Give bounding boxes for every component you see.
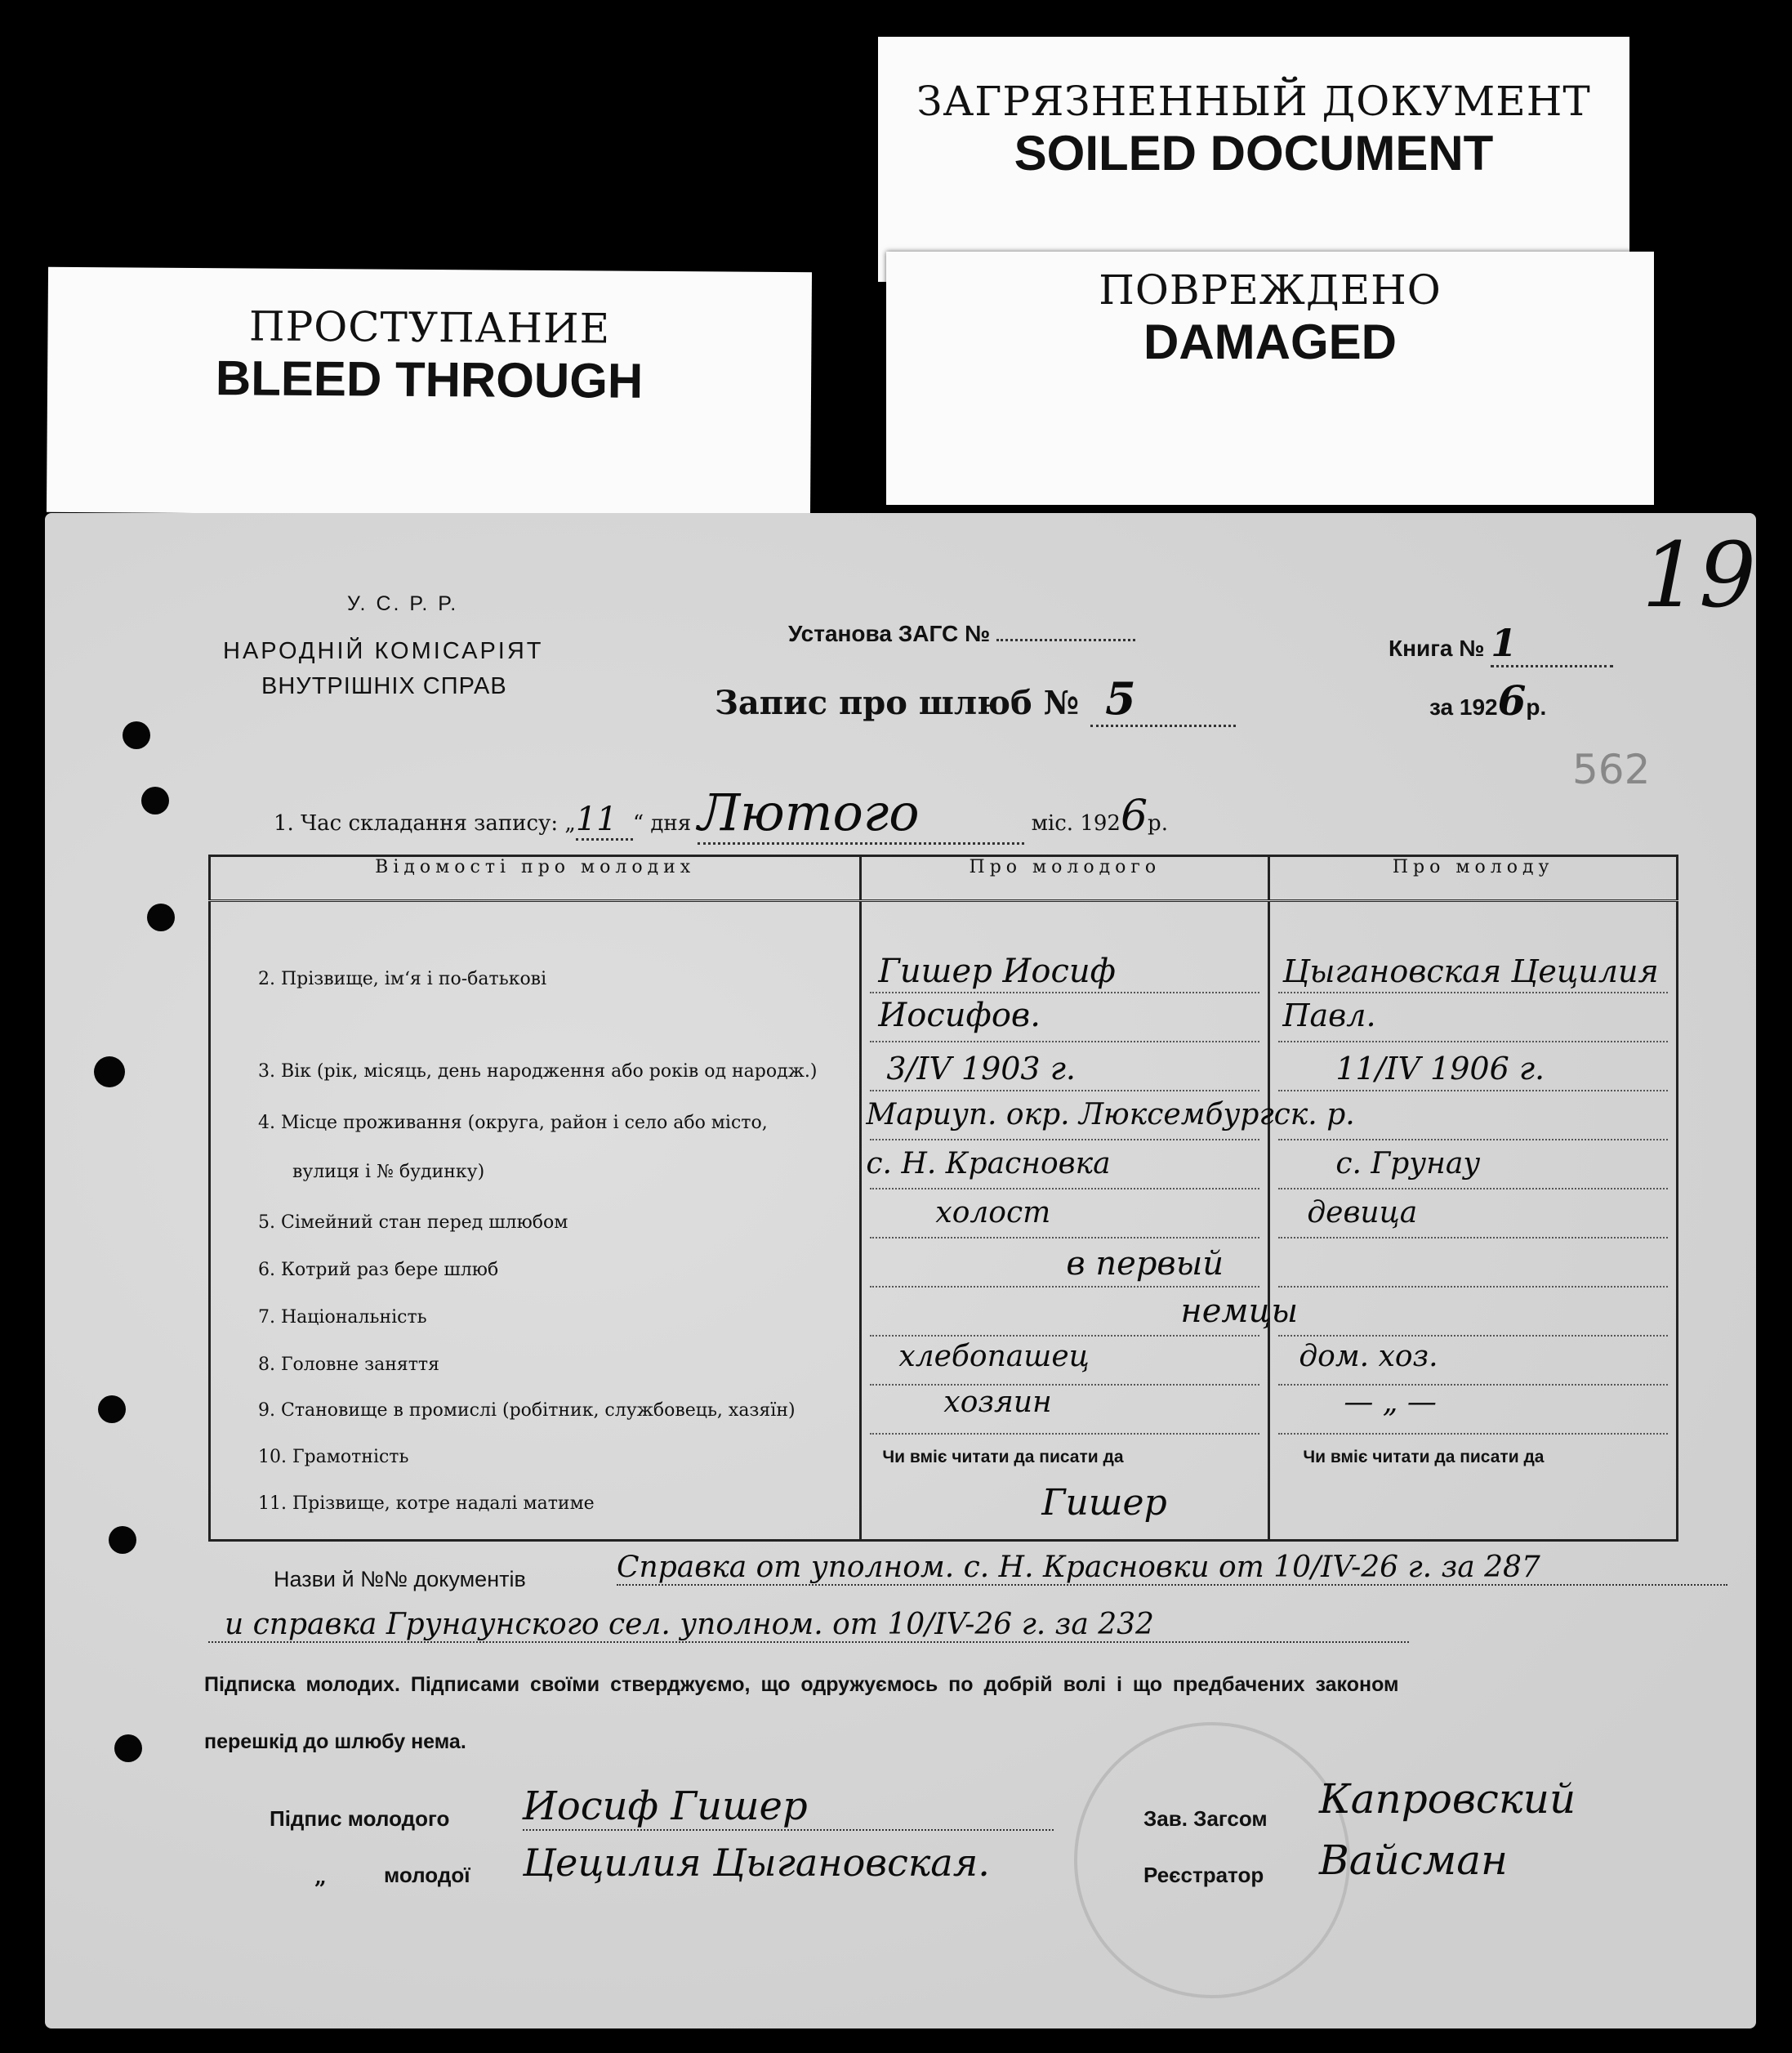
registrar-label: Реєстратор (1143, 1863, 1264, 1887)
punch-hole (147, 904, 175, 931)
bride-residence: с. Грунау (1335, 1147, 1481, 1180)
col-header-info: Відомості про молодих (210, 856, 861, 901)
documents-label: Назви й №№ документів (274, 1567, 526, 1591)
row-label: 9. Становище в промислі (робітник, службовець, хазяїн) (258, 1400, 796, 1421)
documents-line2: и справка Грунаунского сел. уполном. от 10/IV-26 г. за 232 (208, 1608, 1409, 1643)
ministry-line1: НАРОДНІЙ КОМІСАРІЯТ (223, 638, 544, 664)
documents-line1: Справка от уполном. с. Н. Красновки от 10/IV-26 г. за 287 (617, 1551, 1727, 1586)
bleed-through-flag (47, 267, 812, 518)
statement-line2: перешкід до шлюбу нема. (204, 1730, 466, 1753)
groom-occupation: хлебопашец (898, 1340, 1090, 1373)
groom-signature-label: Підпис молодого (270, 1806, 450, 1831)
table-body (210, 901, 1678, 1541)
ditto-mark: „ (314, 1865, 327, 1890)
head-label: Зав. Загсом (1143, 1806, 1268, 1831)
state-abbr: У. С. Р. Р. (347, 592, 459, 615)
punch-hole (94, 1056, 125, 1087)
marriage-count: в первый (1066, 1245, 1224, 1283)
record-title: Запис про шлюб № 5 (715, 672, 1236, 727)
bride-signature-label: молодої (384, 1863, 470, 1887)
labels-column (210, 901, 861, 1541)
flag-ru-text: ПРОСТУПАНИЕ (248, 302, 611, 353)
bride-position: — „ — (1344, 1386, 1437, 1419)
bride-column (1269, 901, 1678, 1541)
punch-hole (114, 1734, 142, 1762)
year-label: за 1926р. (1429, 676, 1547, 725)
groom-position: хозяин (943, 1386, 1052, 1419)
book-label: Книга № 1 (1389, 621, 1613, 667)
nationality: немцы (1180, 1292, 1299, 1330)
archive-number: 19 (1642, 523, 1756, 627)
record-year-digit: 6 (1120, 792, 1148, 841)
bride-status: девица (1307, 1196, 1418, 1230)
punch-hole (123, 721, 150, 749)
row-label: 7. Національність (258, 1307, 427, 1328)
groom-status: холост (935, 1196, 1051, 1230)
bride-literacy: Чи вміє читати да писати да (1303, 1448, 1545, 1466)
row-label: 8. Головне заняття (258, 1355, 439, 1375)
punch-hole (141, 787, 169, 815)
groom-residence-2: с. Н. Красновка (866, 1147, 1111, 1180)
flag-ru-text: ПОВРЕЖДЕНО (1099, 266, 1442, 314)
row-label: 6. Котрий раз бере шлюб (258, 1260, 499, 1280)
bride-birth: 11/IV 1906 г. (1335, 1051, 1545, 1087)
damaged-flag (886, 252, 1654, 505)
statement-line1: Підписка молодих. Підписами своїми стверджуємо, що одружуємось по добрій волі і що предбачених законом (204, 1673, 1399, 1696)
groom-residence-1: Мариуп. окр. Люксембургск. р. (866, 1098, 1355, 1131)
pencil-number: 562 (1572, 746, 1651, 793)
record-month: Лютого (698, 783, 1024, 845)
groom-future-surname: Гишер (1041, 1482, 1167, 1524)
row-label: 4. Місце проживання (округа, район і село або місто, (258, 1113, 768, 1133)
flag-ru-text: ЗАГРЯЗНЕННЫЙ ДОКУМЕНТ (916, 78, 1591, 125)
bride-name: Цыгановская Цецилия Павл. (1282, 953, 1659, 1033)
table-header-row (210, 856, 1678, 901)
punch-hole (109, 1526, 136, 1554)
book-number: 1 (1491, 621, 1613, 667)
date-line: 1. Час складання запису: „11 “ дня Лютого міс. 1926р. (274, 783, 1168, 845)
row-label: 2. Прізвище, ім‘я і по-батькові (258, 969, 547, 989)
groom-literacy: Чи вміє читати да писати да (882, 1448, 1124, 1466)
row-label: вулиця і № будинку) (292, 1162, 485, 1182)
col-header-bride: Про молоду (1269, 856, 1678, 901)
row-label: 3. Вік (рік, місяць, день народження або років од народж.) (258, 1061, 818, 1082)
flag-en-text: BLEED THROUGH (215, 350, 644, 408)
groom-name: Гишер Иосиф Иосифов. (878, 953, 1116, 1034)
record-day: 11 (576, 801, 633, 841)
soiled-document-flag (878, 37, 1629, 282)
row-label: 5. Сімейний стан перед шлюбом (258, 1212, 568, 1233)
ministry-line2: ВНУТРІШНІХ СПРАВ (261, 673, 507, 699)
marriage-record-card (45, 513, 1756, 2028)
faded-stamp (1074, 1722, 1350, 1998)
row-label: 11. Прізвище, котре надалі матиме (258, 1493, 595, 1514)
head-signature: Капровский (1319, 1775, 1576, 1823)
groom-column (861, 901, 1355, 1541)
flag-en-text: DAMAGED (1143, 315, 1397, 369)
bride-occupation: дом. хоз. (1299, 1340, 1438, 1373)
flag-en-text: SOILED DOCUMENT (1014, 126, 1494, 181)
registrar-signature: Вайсман (1319, 1837, 1508, 1884)
groom-birth: 3/IV 1903 г. (886, 1051, 1076, 1087)
record-table (208, 855, 1678, 1542)
row-label: 10. Грамотність (258, 1447, 409, 1467)
col-header-groom: Про молодого (861, 856, 1269, 901)
punch-hole (98, 1395, 126, 1423)
record-number: 5 (1090, 672, 1236, 727)
bride-signature: Цецилия Цыгановская. (523, 1841, 990, 1885)
groom-signature: Иосиф Гишер (523, 1783, 1054, 1831)
office-label: Установа ЗАГС № (788, 621, 1135, 647)
